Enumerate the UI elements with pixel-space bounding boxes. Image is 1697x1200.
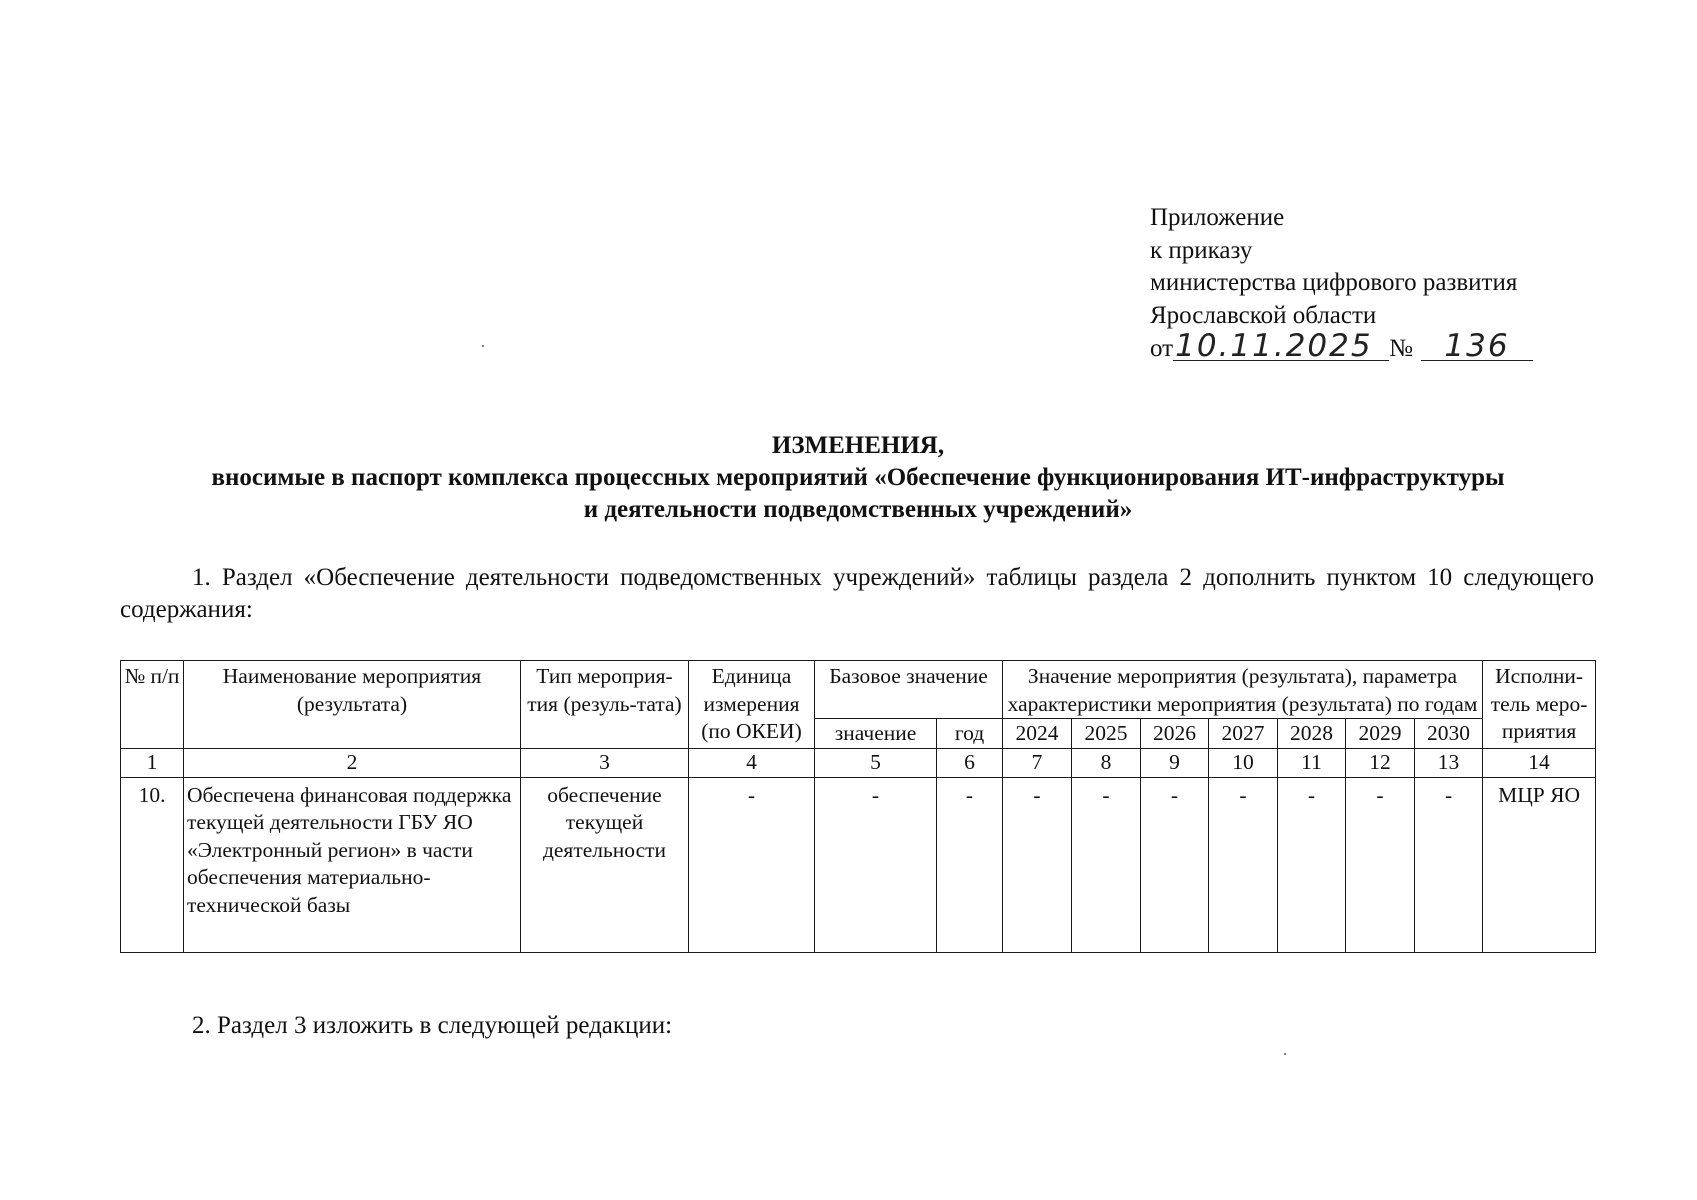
title-line-1: ИЗМЕНЕНИЯ,	[771, 432, 945, 459]
row-year-value: -	[1346, 777, 1415, 952]
order-date-number-line	[1150, 328, 1533, 366]
appendix-line-3: министерства цифрового развития	[1150, 269, 1518, 296]
column-number: 4	[689, 749, 815, 778]
table-row	[121, 777, 1596, 952]
title-line-2: вносимые в паспорт комплекса процессных мероприятий «Обеспечение функционирования ИТ-инфраструктуры	[211, 464, 1505, 491]
column-number: 3	[521, 749, 689, 778]
header-name: Наименование мероприятия (результата)	[184, 661, 521, 749]
row-unit: -	[689, 777, 815, 952]
subheader-year: 2025	[1072, 719, 1141, 749]
changes-table	[120, 660, 1596, 953]
row-year-value: -	[1141, 777, 1209, 952]
subheader-year: 2029	[1346, 719, 1415, 749]
row-year-value: -	[1415, 777, 1483, 952]
document-title	[118, 430, 1598, 526]
row-num: 10.	[121, 777, 184, 952]
scan-speck	[482, 345, 484, 347]
handwritten-date: 10.11.2025	[1173, 332, 1389, 361]
column-number: 11	[1278, 749, 1346, 778]
column-number: 5	[815, 749, 937, 778]
row-base-value: -	[815, 777, 937, 952]
row-name: Обеспечена финансовая поддержка текущей деятельности ГБУ ЯО «Электронный регион» в части обеспечения материально-технической базы	[184, 777, 521, 952]
date-prefix: от	[1150, 335, 1174, 362]
column-number: 8	[1072, 749, 1141, 778]
subheader-year: 2026	[1141, 719, 1209, 749]
subheader-base-value: значение	[815, 719, 937, 749]
header-row	[121, 661, 1596, 719]
column-number: 12	[1346, 749, 1415, 778]
handwritten-order-number: 136	[1421, 332, 1533, 361]
scan-speck	[1284, 1053, 1286, 1055]
header-unit: Единица измерения (по ОКЕИ)	[689, 661, 815, 749]
header-num: № п/п	[121, 661, 184, 749]
column-number: 7	[1003, 749, 1072, 778]
header-values: Значение мероприятия (результата), параметра характеристики мероприятия (результата) по годам	[1003, 661, 1483, 719]
column-number: 14	[1483, 749, 1596, 778]
subheader-year: 2030	[1415, 719, 1483, 749]
subheader-year: 2028	[1278, 719, 1346, 749]
appendix-block	[1150, 202, 1533, 366]
column-number: 6	[937, 749, 1003, 778]
column-number: 2	[184, 749, 521, 778]
header-base: Базовое значение	[815, 661, 1003, 719]
column-number: 13	[1415, 749, 1483, 778]
column-number-row	[121, 749, 1596, 778]
row-year-value: -	[1003, 777, 1072, 952]
row-executor: МЦР ЯО	[1483, 777, 1596, 952]
subheader-year: 2024	[1003, 719, 1072, 749]
header-executor: Исполни-тель меро-приятия	[1483, 661, 1596, 749]
paragraph-1: 1. Раздел «Обеспечение деятельности подведомственных учреждений» таблицы раздела 2 дополнить пунктом 10 следующего содержания:	[120, 564, 1594, 623]
title-line-3: и деятельности подведомственных учреждений»	[583, 496, 1133, 523]
column-number: 10	[1209, 749, 1278, 778]
header-type: Тип мероприя-тия (резуль-тата)	[521, 661, 689, 749]
subheader-base-year: год	[937, 719, 1003, 749]
row-year-value: -	[1209, 777, 1278, 952]
appendix-line-2: к приказу	[1150, 236, 1253, 264]
appendix-line-4: Ярославской области	[1150, 301, 1377, 329]
appendix-line-1: Приложение	[1150, 204, 1285, 231]
column-number: 1	[121, 749, 184, 778]
number-prefix: №	[1389, 335, 1413, 362]
subheader-year: 2027	[1209, 719, 1278, 749]
paragraph-2: 2. Раздел 3 изложить в следующей редакции:	[192, 1012, 673, 1039]
column-number: 9	[1141, 749, 1209, 778]
row-type: обеспечение текущей деятельности	[521, 777, 689, 952]
row-year-value: -	[1072, 777, 1141, 952]
row-year-value: -	[1278, 777, 1346, 952]
row-base-year: -	[937, 777, 1003, 952]
